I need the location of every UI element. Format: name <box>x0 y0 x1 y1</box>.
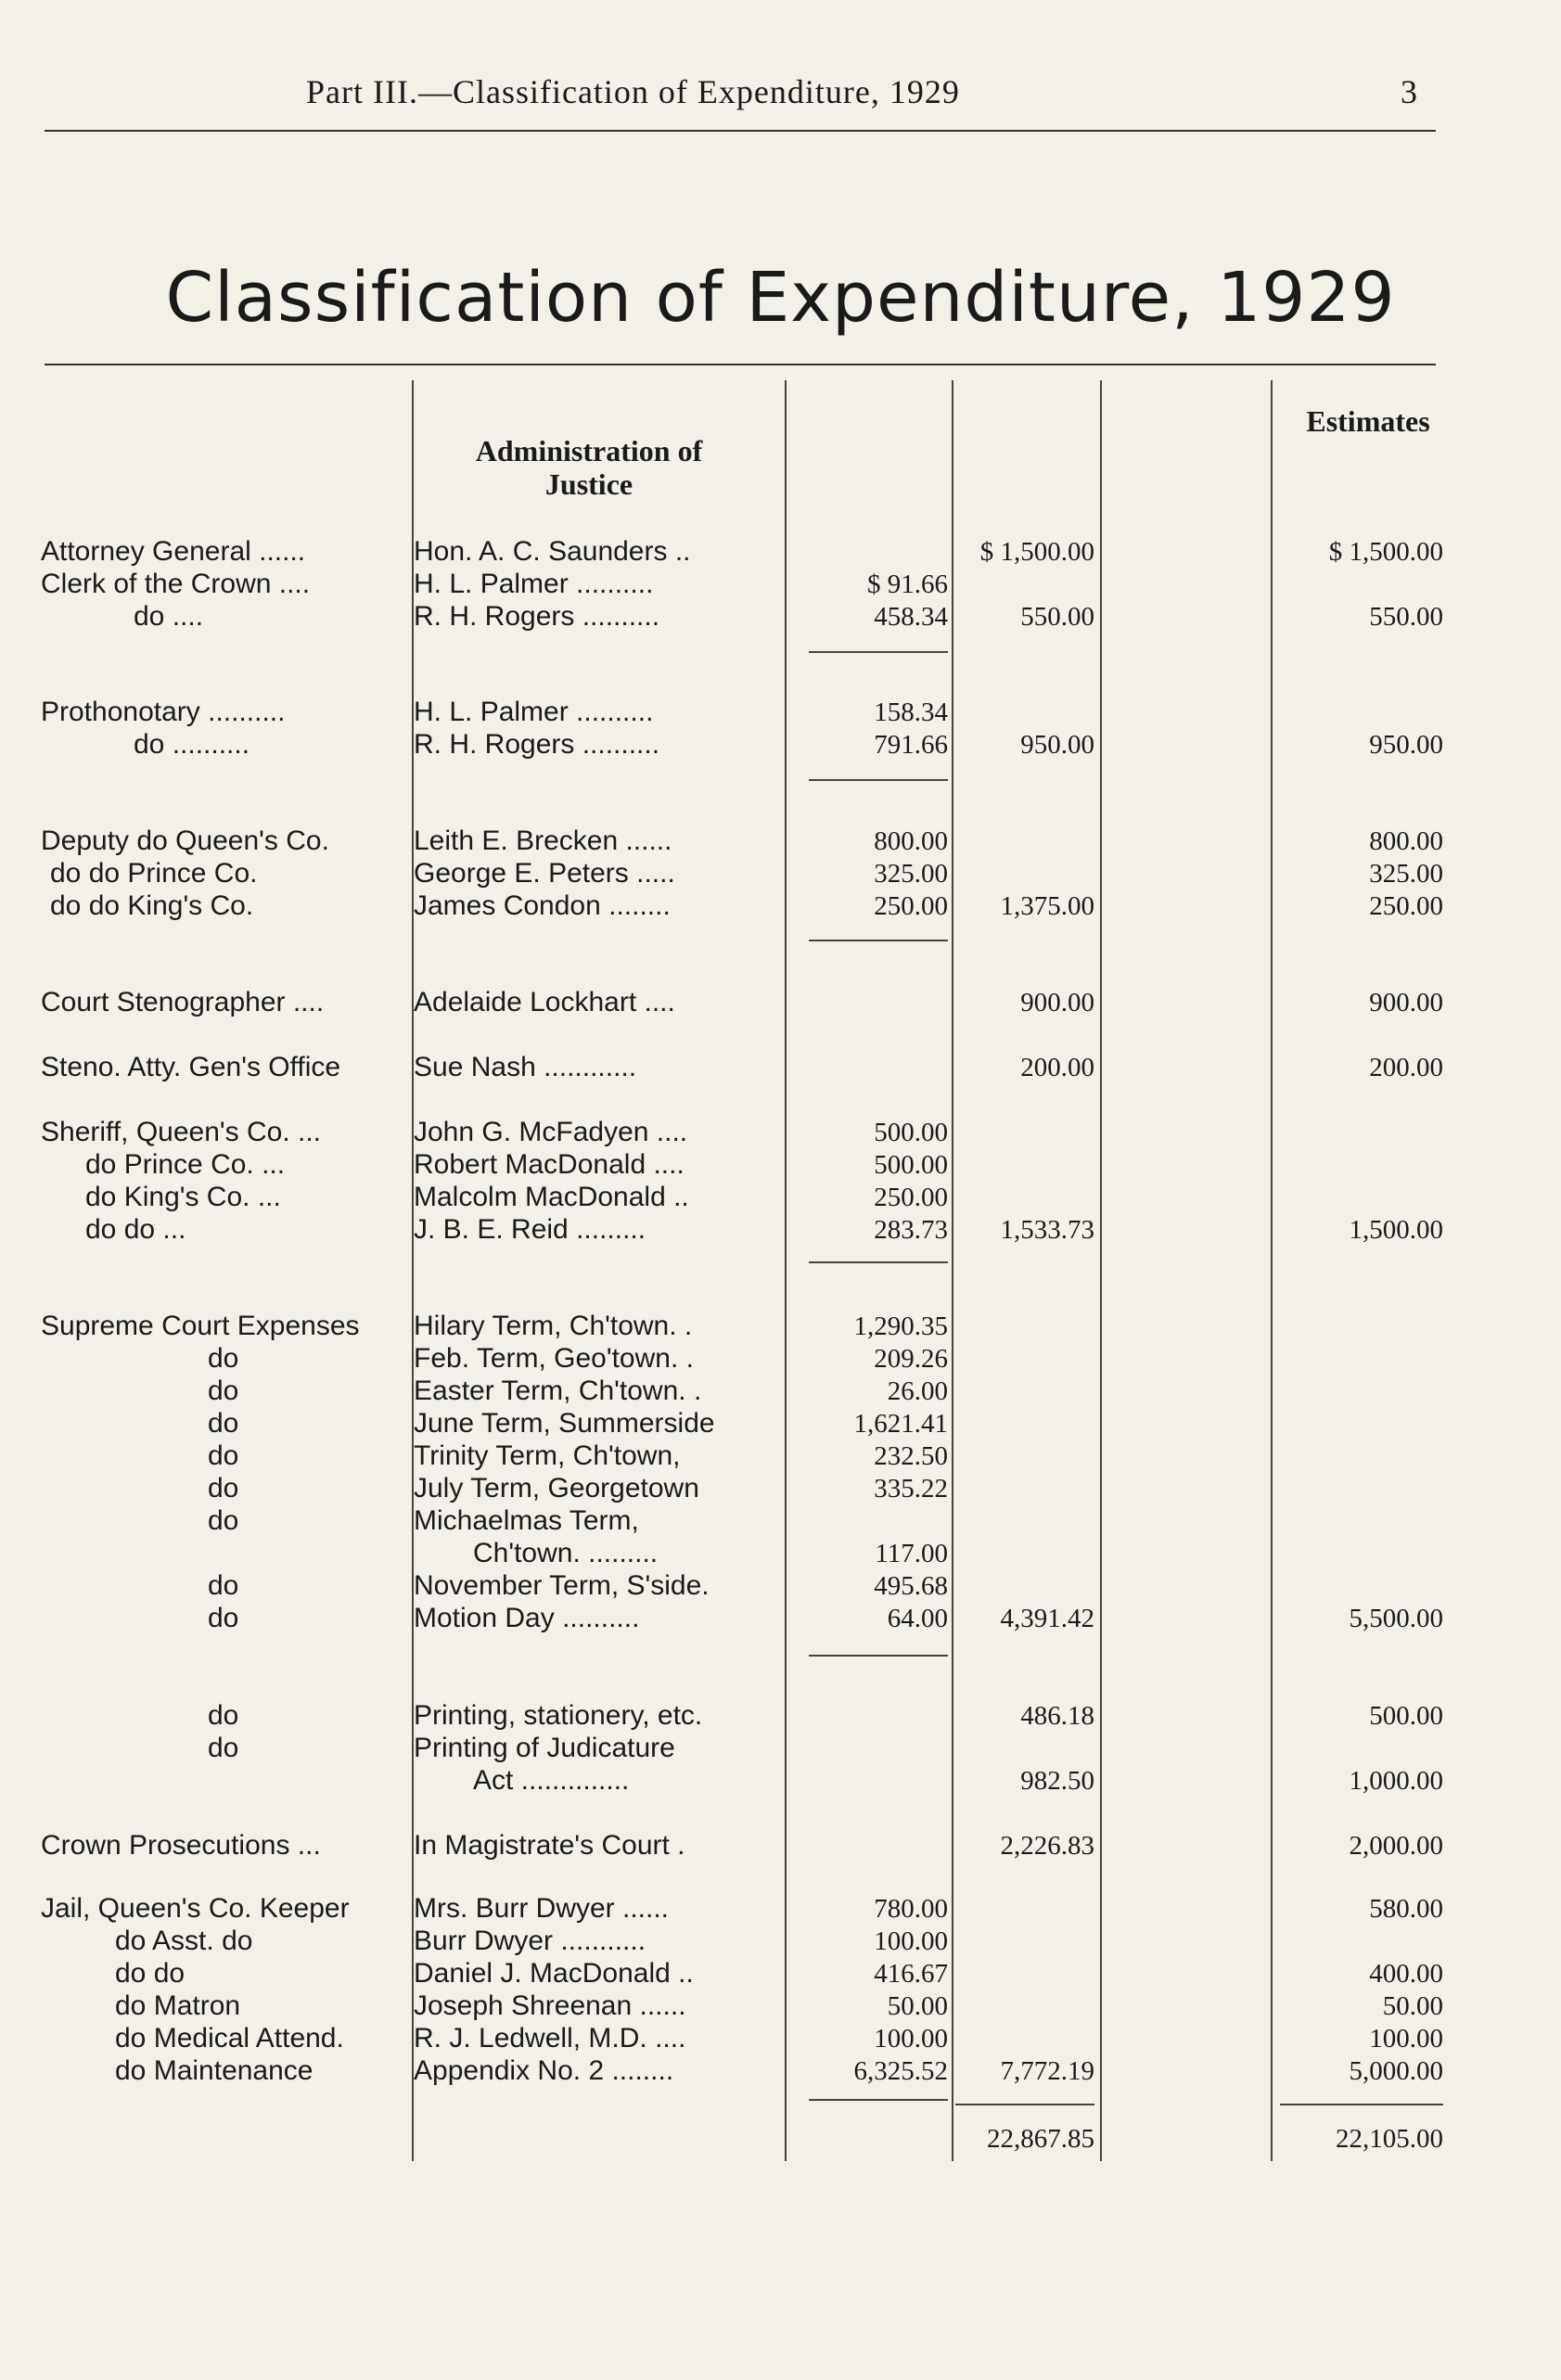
office-cell: Jail, Queen's Co. Keeper <box>41 1893 350 1924</box>
amount-cell: 458.34 <box>874 602 948 632</box>
name-cell: Robert MacDonald .... <box>414 1149 685 1180</box>
name-cell: George E. Peters ..... <box>414 858 675 889</box>
subtotal-cell: 4,391.42 <box>1000 1604 1094 1633</box>
table-row <box>0 2022 1561 2055</box>
amount-cell: 495.68 <box>874 1571 948 1601</box>
office-cell: do King's Co. ... <box>85 1182 281 1212</box>
table-row <box>0 1407 1561 1440</box>
table-row <box>0 535 1561 569</box>
name-cell: Trinity Term, Ch'town, <box>414 1440 681 1471</box>
office-cell: do do King's Co. <box>50 890 254 921</box>
total-rule <box>955 2104 1094 2105</box>
amount-cell: 64.00 <box>887 1604 948 1633</box>
amount-cell: 1,621.41 <box>853 1409 948 1439</box>
amount-cell: 6,325.52 <box>853 2056 948 2086</box>
office-cell: Prothonotary .......... <box>41 697 286 727</box>
office-cell: do Matron <box>115 1990 241 2021</box>
office-cell: do do Prince Co. <box>50 858 258 889</box>
estimate-cell: 1,500.00 <box>1349 1215 1443 1245</box>
office-cell: do <box>208 1603 239 1633</box>
amount-cell: 209.26 <box>874 1344 948 1374</box>
name-cell: Printing, stationery, etc. <box>414 1700 703 1731</box>
office-cell: do <box>208 1376 239 1406</box>
name-cell: John G. McFadyen .... <box>414 1117 688 1147</box>
table-row <box>0 1957 1561 1990</box>
section-heading: Administration of Justice <box>475 434 703 501</box>
table-row <box>0 1990 1561 2023</box>
office-cell: do .... <box>134 601 204 632</box>
table-row <box>0 600 1561 633</box>
office-cell: do Prince Co. ... <box>85 1149 286 1180</box>
subtotal-rule <box>809 940 948 941</box>
estimate-cell: 325.00 <box>1369 859 1443 889</box>
table-row <box>0 696 1561 729</box>
office-cell: do <box>208 1570 239 1601</box>
office-cell: do <box>208 1343 239 1374</box>
amount-cell: 100.00 <box>874 1926 948 1956</box>
subtotal-rule <box>809 779 948 781</box>
estimate-cell: 250.00 <box>1369 891 1443 921</box>
table-row <box>0 857 1561 890</box>
table-row <box>0 825 1561 858</box>
subtotal-cell: 7,772.19 <box>1000 2056 1094 2086</box>
amount-cell: 500.00 <box>874 1150 948 1180</box>
amount-cell: $ 91.66 <box>867 569 948 599</box>
name-cell: R. J. Ledwell, M.D. .... <box>414 2023 686 2054</box>
estimate-cell: $ 1,500.00 <box>1328 537 1443 567</box>
name-cell: Appendix No. 2 ........ <box>414 2055 674 2086</box>
name-cell: July Term, Georgetown <box>414 1473 699 1503</box>
subtotal-rule <box>809 2099 948 2101</box>
name-cell: Daniel J. MacDonald .. <box>414 1958 694 1989</box>
table-row <box>0 1829 1561 1862</box>
table-row <box>0 1602 1561 1635</box>
table-row <box>0 1504 1561 1538</box>
page-number: 3 <box>1401 73 1417 110</box>
name-cell: Ch'town. ......... <box>473 1538 659 1568</box>
office-cell: do <box>208 1408 239 1439</box>
name-cell: Printing of Judicature <box>414 1733 675 1763</box>
table-row <box>0 1213 1561 1247</box>
estimate-cell: 100.00 <box>1369 2024 1443 2054</box>
grand-total: 22,867.85 <box>987 2124 1094 2154</box>
name-cell: Hilary Term, Ch'town. . <box>414 1311 693 1341</box>
office-cell: do do <box>115 1958 186 1989</box>
estimate-cell: 50.00 <box>1382 1991 1443 2021</box>
office-cell: do Medical Attend. <box>115 2023 344 2054</box>
name-cell: R. H. Rogers .......... <box>414 601 660 632</box>
amount-cell: 158.34 <box>874 697 948 727</box>
amount-cell: 416.67 <box>874 1959 948 1989</box>
table-row <box>0 1181 1561 1214</box>
estimate-cell: 500.00 <box>1369 1701 1443 1731</box>
name-cell: Leith E. Brecken ...... <box>414 825 672 856</box>
table-row <box>0 1116 1561 1149</box>
subtotal-cell: $ 1,500.00 <box>979 537 1094 567</box>
table-row <box>0 1732 1561 1765</box>
table-row <box>0 1537 1561 1570</box>
estimate-total: 22,105.00 <box>1336 2124 1443 2154</box>
name-cell: James Condon ........ <box>414 890 671 921</box>
estimates-heading: Estimates <box>1306 404 1430 438</box>
office-cell: Crown Prosecutions ... <box>41 1830 321 1861</box>
running-head: Part III.—Classification of Expenditure, 1929 <box>306 73 960 110</box>
subtotal-cell: 550.00 <box>1020 602 1094 632</box>
subtotal-cell: 2,226.83 <box>1000 1831 1094 1861</box>
office-cell: Attorney General ...... <box>41 536 306 567</box>
office-cell: Steno. Atty. Gen's Office <box>41 1052 341 1082</box>
estimate-cell: 400.00 <box>1369 1959 1443 1989</box>
name-cell: November Term, S'side. <box>414 1570 710 1601</box>
amount-cell: 325.00 <box>874 859 948 889</box>
office-cell: do <box>208 1505 239 1536</box>
subtotal-cell: 982.50 <box>1020 1766 1094 1796</box>
table-row <box>0 568 1561 601</box>
subtotal-rule <box>809 651 948 653</box>
subtotal-cell: 486.18 <box>1020 1701 1094 1731</box>
page-title: Classification of Expenditure, 1929 <box>165 258 1396 338</box>
name-cell: Feb. Term, Geo'town. . <box>414 1343 694 1374</box>
office-cell: do <box>208 1473 239 1503</box>
office-cell: do .......... <box>134 729 250 760</box>
office-cell: do <box>208 1733 239 1763</box>
table-row <box>0 889 1561 923</box>
table-row <box>0 1569 1561 1603</box>
office-cell: Supreme Court Expenses <box>41 1311 360 1341</box>
office-cell: Sheriff, Queen's Co. ... <box>41 1117 321 1147</box>
amount-cell: 780.00 <box>874 1894 948 1924</box>
amount-cell: 283.73 <box>874 1215 948 1245</box>
estimate-cell: 1,000.00 <box>1349 1766 1443 1796</box>
amount-cell: 800.00 <box>874 826 948 856</box>
amount-cell: 100.00 <box>874 2024 948 2054</box>
table-row <box>0 1051 1561 1084</box>
table-row <box>0 1925 1561 1958</box>
name-cell: Motion Day .......... <box>414 1603 640 1633</box>
name-cell: Mrs. Burr Dwyer ...... <box>414 1893 670 1924</box>
name-cell: Act .............. <box>473 1765 630 1796</box>
amount-cell: 26.00 <box>887 1376 948 1406</box>
table-row <box>0 1892 1561 1926</box>
table-row <box>0 1375 1561 1408</box>
title-rule <box>45 364 1436 365</box>
name-cell: J. B. E. Reid ......... <box>414 1214 646 1245</box>
amount-cell: 50.00 <box>887 1991 948 2021</box>
estimate-cell: 2,000.00 <box>1349 1831 1443 1861</box>
estimate-cell: 800.00 <box>1369 826 1443 856</box>
subtotal-rule <box>809 1655 948 1657</box>
table-row <box>0 1764 1561 1798</box>
table-row <box>0 1472 1561 1505</box>
estimate-cell: 5,500.00 <box>1349 1604 1443 1633</box>
name-cell: June Term, Summerside <box>414 1408 715 1439</box>
table-row <box>0 1699 1561 1733</box>
name-cell: Malcolm MacDonald .. <box>414 1182 689 1212</box>
table-row <box>0 1440 1561 1473</box>
amount-cell: 500.00 <box>874 1118 948 1147</box>
estimate-cell: 200.00 <box>1369 1053 1443 1082</box>
estimate-cell: 580.00 <box>1369 1894 1443 1924</box>
name-cell: In Magistrate's Court . <box>414 1830 685 1861</box>
table-row <box>0 1310 1561 1343</box>
table-row <box>0 986 1561 1019</box>
office-cell: do <box>208 1700 239 1731</box>
table-row <box>0 728 1561 761</box>
table-row <box>0 2054 1561 2088</box>
amount-cell: 250.00 <box>874 891 948 921</box>
office-cell: do Asst. do <box>115 1926 253 1956</box>
totals-row <box>0 2122 1561 2156</box>
total-rule <box>1280 2104 1443 2105</box>
office-cell: do <box>208 1440 239 1471</box>
table-row <box>0 1148 1561 1182</box>
subtotal-rule <box>809 1261 948 1263</box>
name-cell: H. L. Palmer .......... <box>414 569 654 599</box>
subtotal-cell: 200.00 <box>1020 1053 1094 1082</box>
subtotal-cell: 1,375.00 <box>1000 891 1094 921</box>
amount-cell: 250.00 <box>874 1183 948 1212</box>
estimate-cell: 5,000.00 <box>1349 2056 1443 2086</box>
name-cell: Joseph Shreenan ...... <box>414 1990 686 2021</box>
name-cell: Adelaide Lockhart .... <box>414 987 675 1017</box>
office-cell: do do ... <box>85 1214 186 1245</box>
name-cell: R. H. Rogers .......... <box>414 729 660 760</box>
name-cell: H. L. Palmer .......... <box>414 697 654 727</box>
amount-cell: 117.00 <box>875 1539 948 1568</box>
amount-cell: 232.50 <box>874 1441 948 1471</box>
subtotal-cell: 950.00 <box>1020 730 1094 760</box>
estimate-cell: 950.00 <box>1369 730 1443 760</box>
name-cell: Easter Term, Ch'town. . <box>414 1376 702 1406</box>
subtotal-cell: 900.00 <box>1020 988 1094 1017</box>
amount-cell: 791.66 <box>874 730 948 760</box>
amount-cell: 335.22 <box>874 1474 948 1503</box>
estimate-cell: 900.00 <box>1369 988 1443 1017</box>
amount-cell: 1,290.35 <box>853 1312 948 1341</box>
name-cell: Michaelmas Term, <box>414 1505 639 1536</box>
table-row <box>0 1342 1561 1376</box>
header-rule <box>45 130 1436 132</box>
name-cell: Sue Nash ............ <box>414 1052 637 1082</box>
name-cell: Burr Dwyer ........... <box>414 1926 646 1956</box>
subtotal-cell: 1,533.73 <box>1000 1215 1094 1245</box>
office-cell: Deputy do Queen's Co. <box>41 825 329 856</box>
office-cell: Court Stenographer .... <box>41 987 325 1017</box>
name-cell: Hon. A. C. Saunders .. <box>414 536 691 567</box>
estimate-cell: 550.00 <box>1369 602 1443 632</box>
office-cell: do Maintenance <box>115 2055 313 2086</box>
office-cell: Clerk of the Crown .... <box>41 569 311 599</box>
